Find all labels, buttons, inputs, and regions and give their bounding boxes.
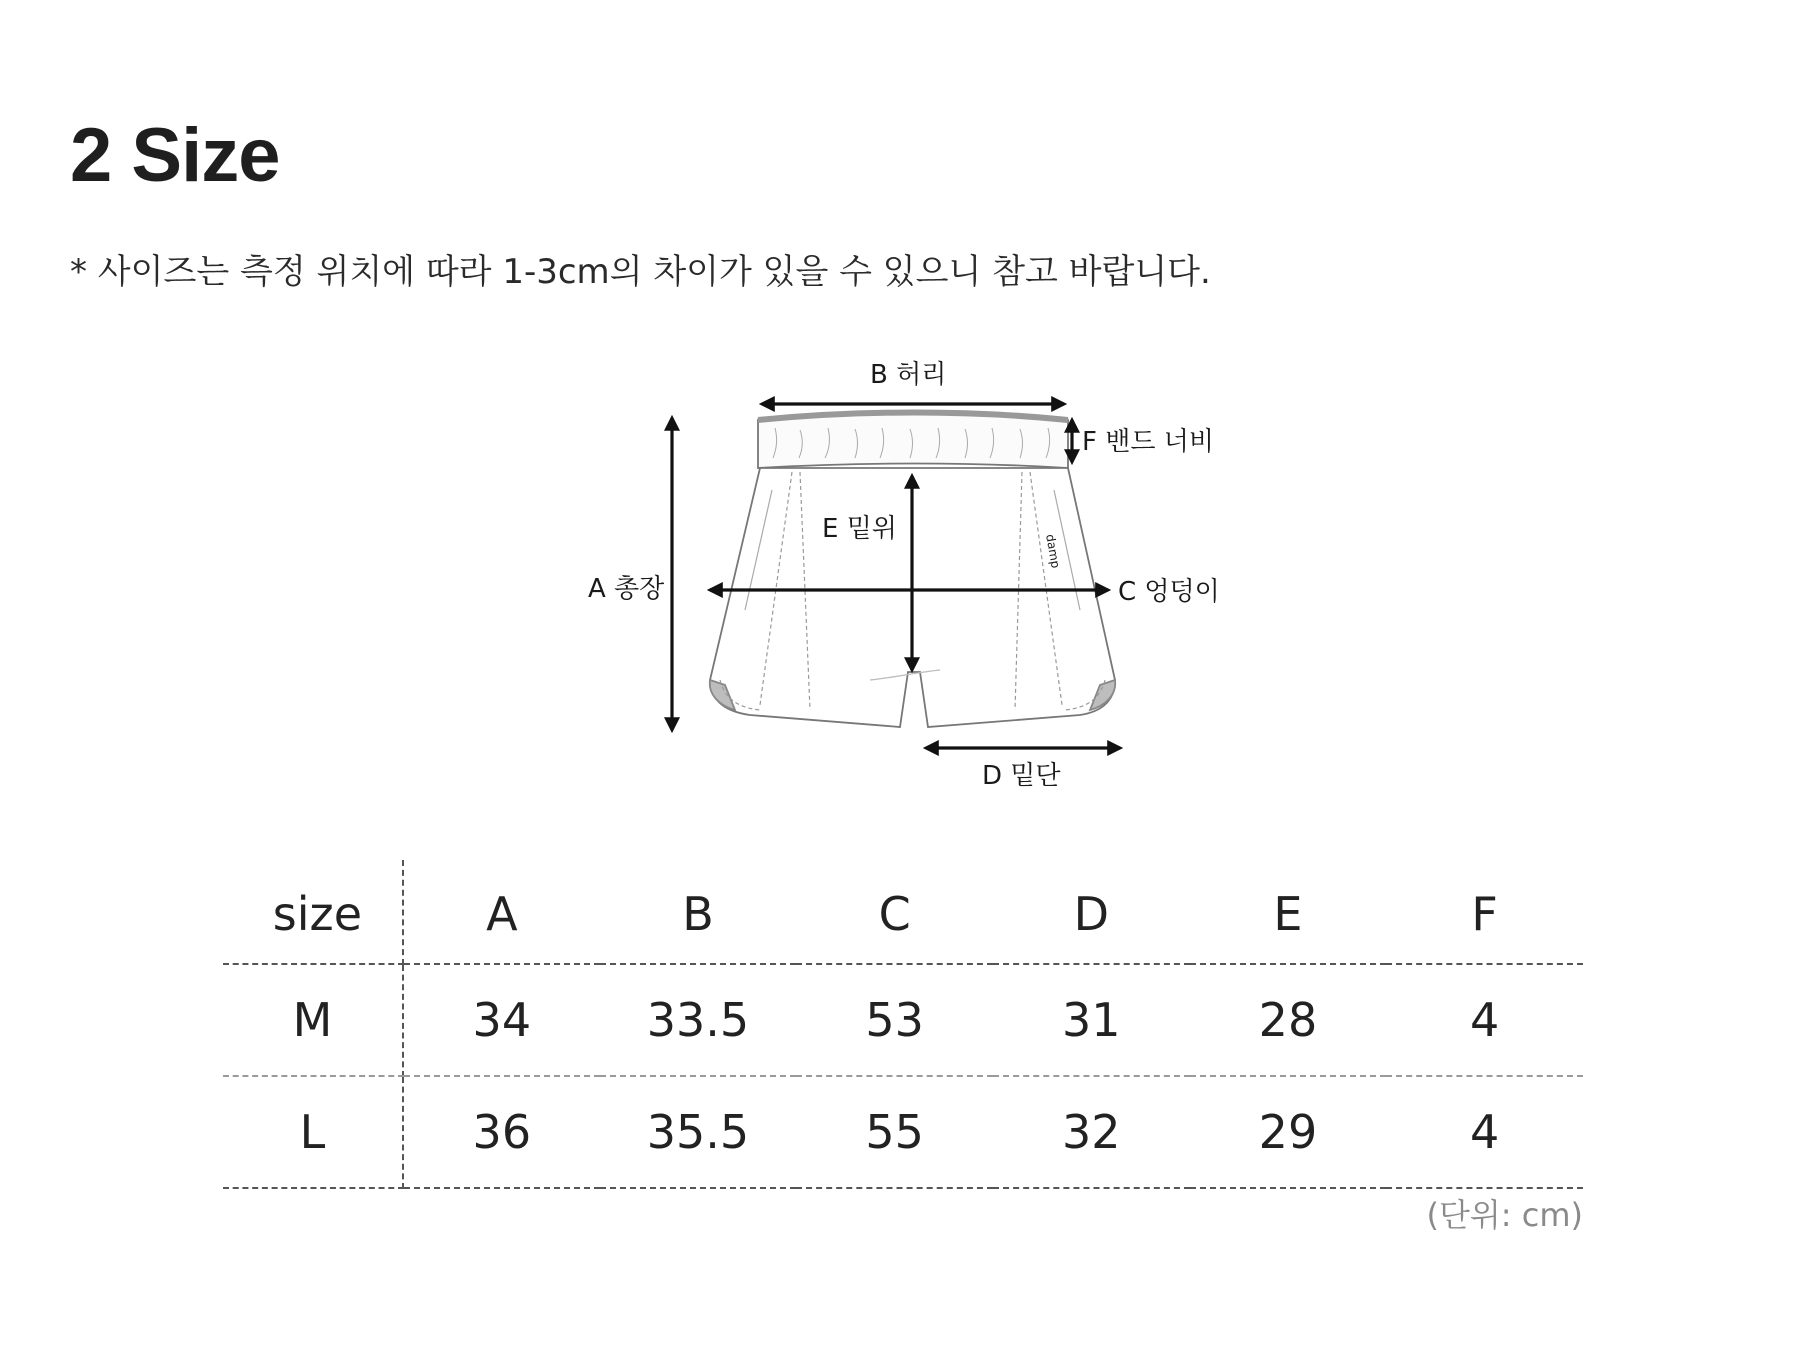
table-cell: 55 — [796, 1076, 993, 1188]
table-cell: 4 — [1386, 964, 1583, 1076]
table-cell: 36 — [403, 1076, 600, 1188]
header-e: E — [1190, 860, 1387, 964]
label-c: C 엉덩이 — [1118, 577, 1220, 607]
size-disclaimer: * 사이즈는 측정 위치에 따라 1-3cm의 차이가 있을 수 있으니 참고 바랍니다. — [70, 252, 1211, 292]
label-f: F 밴드 너비 — [1082, 427, 1214, 457]
label-d: D 밑단 — [982, 761, 1061, 791]
shorts-measurement-diagram — [560, 350, 1260, 810]
header-f: F — [1386, 860, 1583, 964]
table-cell: 4 — [1386, 1076, 1583, 1188]
unit-note: (단위: cm) — [1426, 1196, 1583, 1234]
table-cell: 32 — [993, 1076, 1190, 1188]
table-cell: 35.5 — [600, 1076, 797, 1188]
header-b: B — [600, 860, 797, 964]
table-cell: 34 — [403, 964, 600, 1076]
header-size: size — [223, 860, 403, 964]
table-cell: 28 — [1190, 964, 1387, 1076]
table-cell: 29 — [1190, 1076, 1387, 1188]
size-table — [223, 860, 1583, 1189]
label-e: E 밑위 — [822, 514, 897, 544]
size-label-cell: M — [223, 964, 403, 1076]
size-table-container — [223, 860, 1583, 1189]
brand-mark: damp — [1043, 533, 1063, 570]
label-b: B 허리 — [870, 360, 947, 390]
table-row — [223, 964, 1583, 1076]
page-title: 2 Size — [70, 113, 280, 198]
label-a: A 총장 — [588, 574, 665, 604]
table-cell: 33.5 — [600, 964, 797, 1076]
table-cell: 31 — [993, 964, 1190, 1076]
size-label-cell: L — [223, 1076, 403, 1188]
header-d: D — [993, 860, 1190, 964]
table-header-row — [223, 860, 1583, 964]
table-cell: 53 — [796, 964, 993, 1076]
header-a: A — [403, 860, 600, 964]
header-c: C — [796, 860, 993, 964]
table-row — [223, 1076, 1583, 1188]
